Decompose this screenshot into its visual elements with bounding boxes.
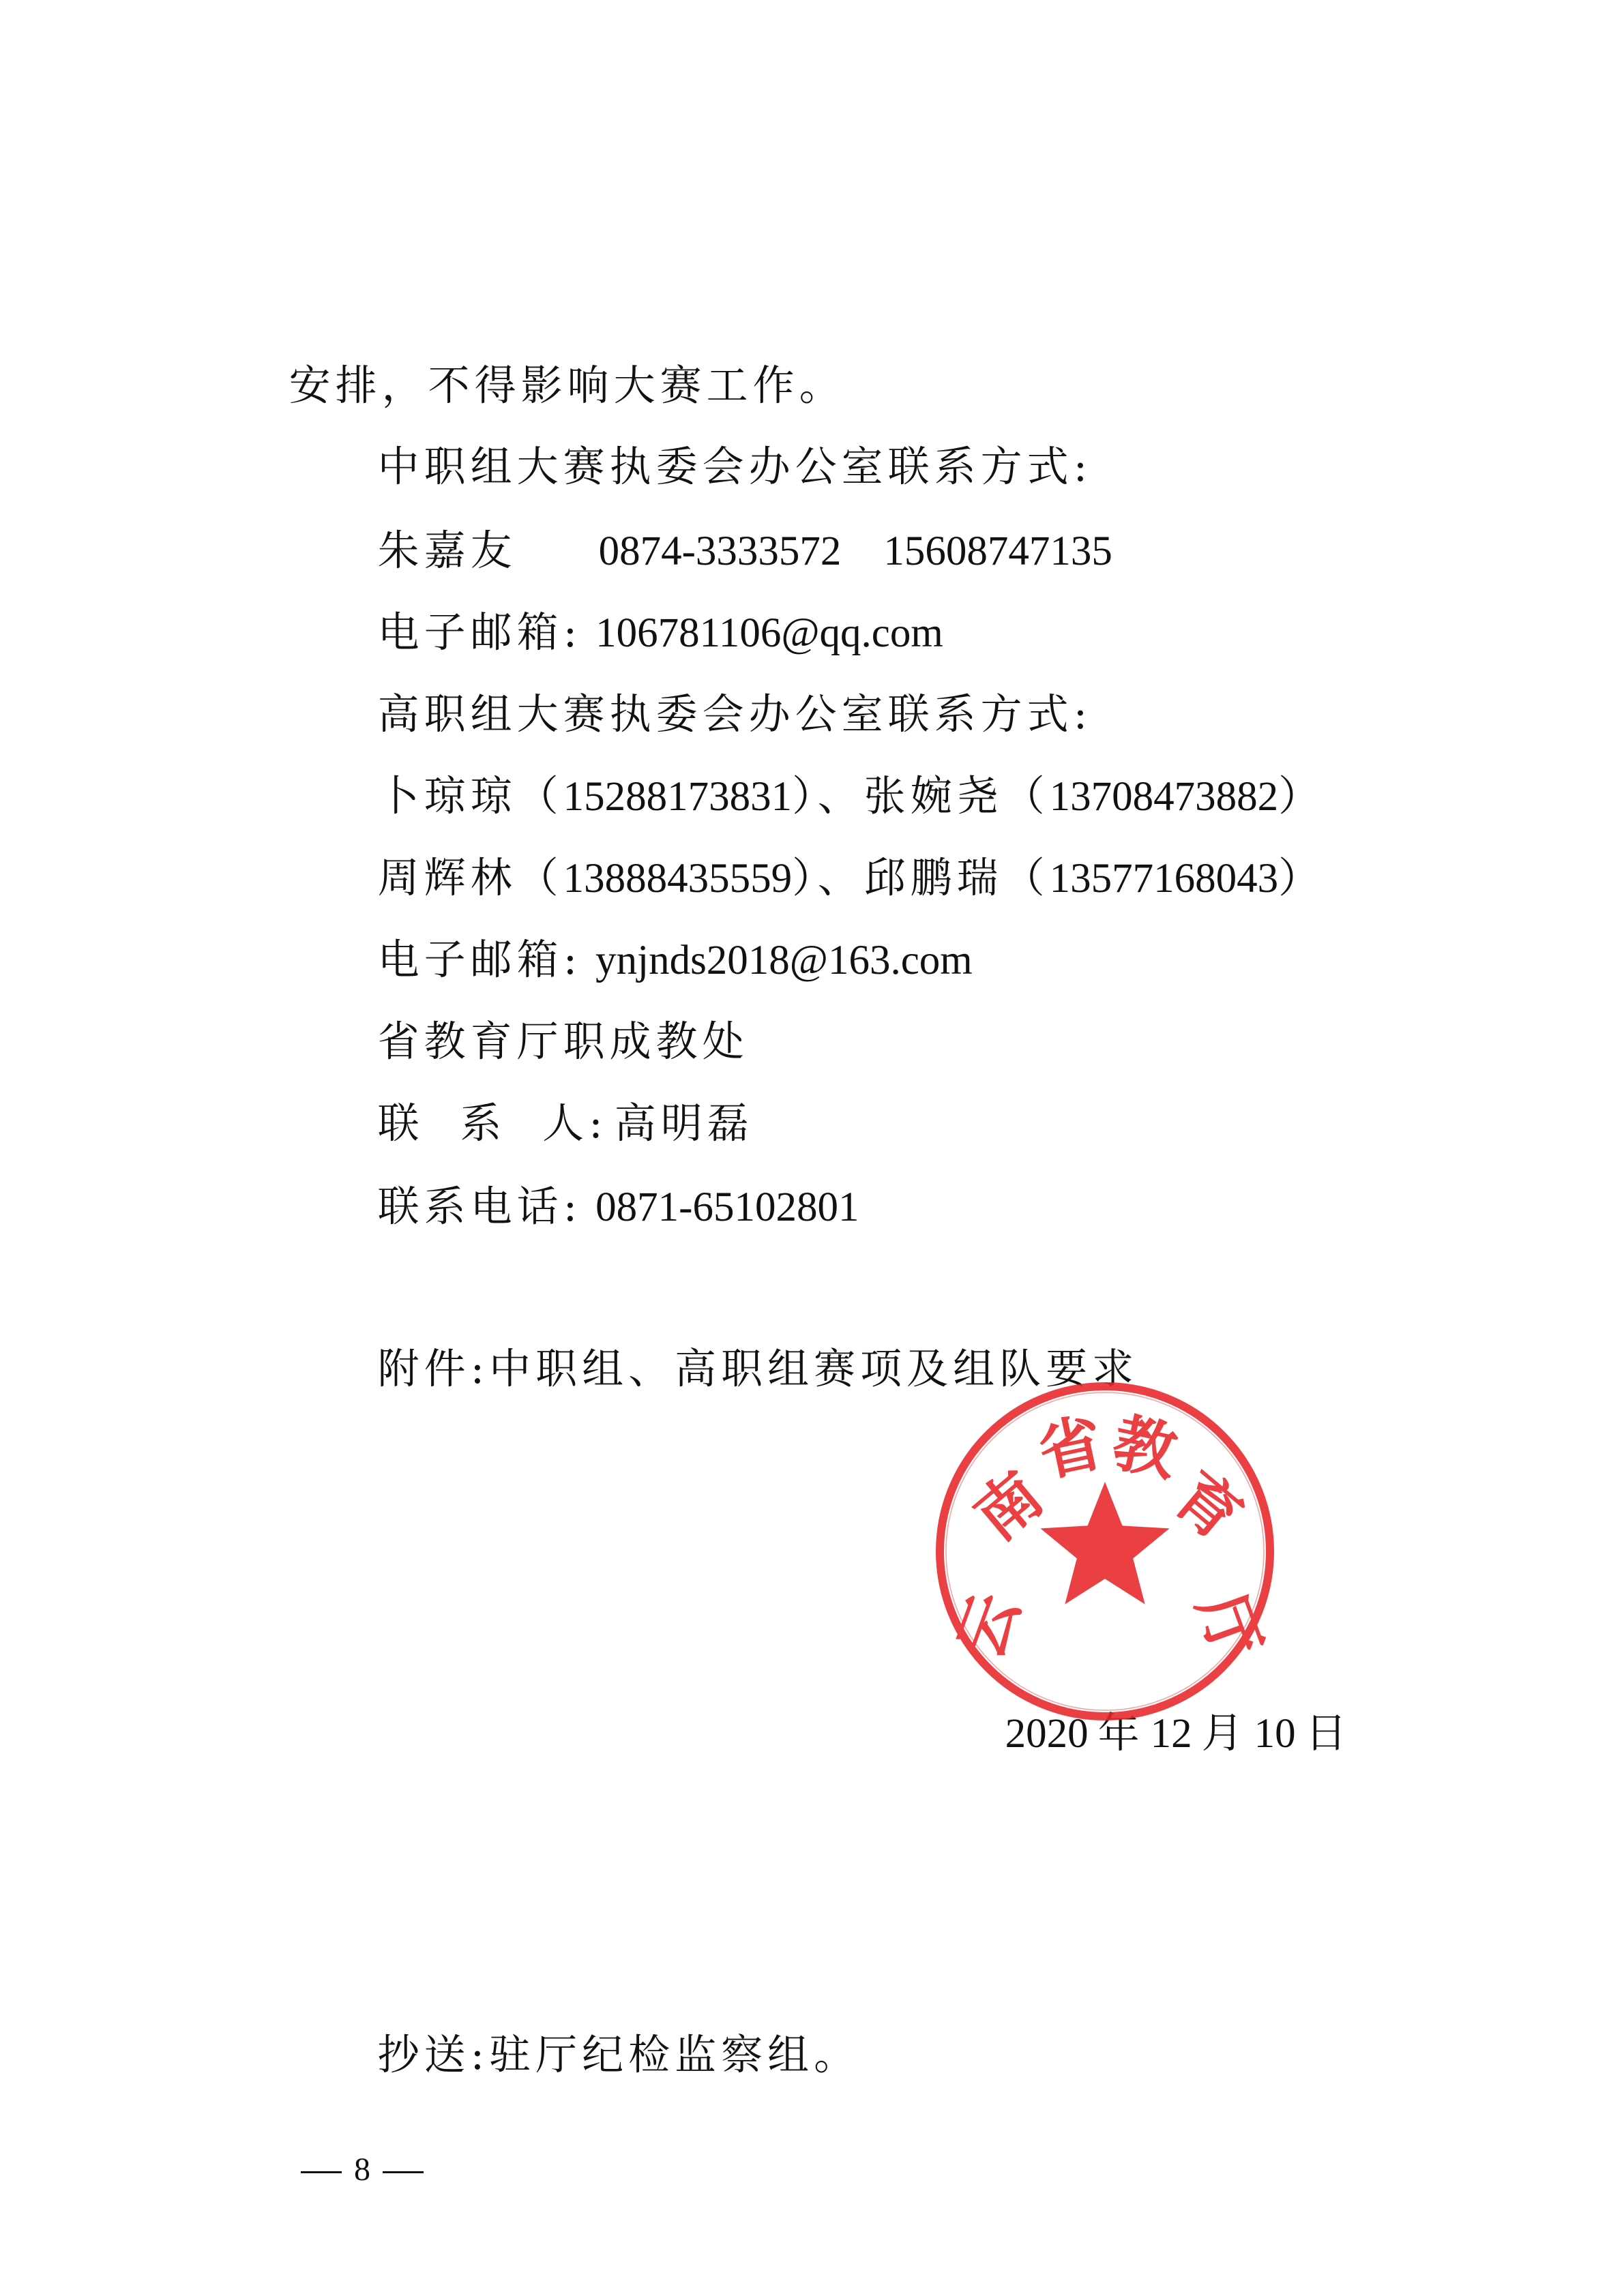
contact-heading-secondary: 中职组大赛执委会办公室联系方式:: [377, 443, 1093, 491]
svg-text:南: 南: [961, 1458, 1057, 1555]
contact-person-label: 联 系 人:: [377, 1099, 608, 1148]
attachment-line: 附件:中职组、高职组赛项及组队要求: [377, 1345, 1139, 1393]
cc-line: 抄送:驻厅纪检监察组。: [377, 2031, 861, 2079]
email-value: 106781106@qq.com: [595, 610, 943, 656]
contact-phone-value: 0871-65102801: [595, 1184, 859, 1230]
svg-text:云: 云: [943, 1583, 1033, 1669]
svg-text:教: 教: [1106, 1405, 1183, 1491]
page-number-dash-left: [301, 2171, 342, 2173]
email-label: 电子邮箱:: [377, 936, 582, 984]
body-line-1: 安排，不得影响大赛工作。: [289, 361, 846, 410]
contact-phone-line: [306, 1125, 859, 1289]
contact-heading-higher: 高职组大赛执委会办公室联系方式:: [377, 690, 1093, 739]
svg-text:厅: 厅: [1183, 1583, 1274, 1669]
email-label: 电子邮箱:: [377, 608, 582, 657]
svg-text:省: 省: [1032, 1405, 1109, 1491]
seal-star-icon: [1040, 1482, 1169, 1605]
contact-phone-label: 联系电话:: [377, 1182, 582, 1231]
contact-line-bu-zhang: 卜琼琼（15288173831）、张婉尧（13708473882）: [377, 772, 1325, 820]
page-number-dash-right: [383, 2171, 424, 2173]
issue-date: 2020 年 12 月 10 日: [1005, 1709, 1348, 1757]
contact-person-value: 高明磊: [614, 1099, 754, 1148]
page-number: 8: [256, 2108, 436, 2231]
contact-name: 朱嘉友: [377, 526, 517, 575]
contact-phone: 0874-3333572: [598, 528, 842, 574]
contact-mobile: 15608747135: [883, 528, 1112, 574]
official-seal-stamp: [928, 1374, 1282, 1729]
department-line: 省教育厅职成教处: [377, 1017, 749, 1066]
email-value: ynjnds2018@163.com: [595, 938, 973, 983]
contact-line-zhou-qiu: 周辉林（13888435559）、邱鹏瑞（13577168043）: [377, 854, 1325, 902]
svg-text:育: 育: [1160, 1458, 1256, 1555]
